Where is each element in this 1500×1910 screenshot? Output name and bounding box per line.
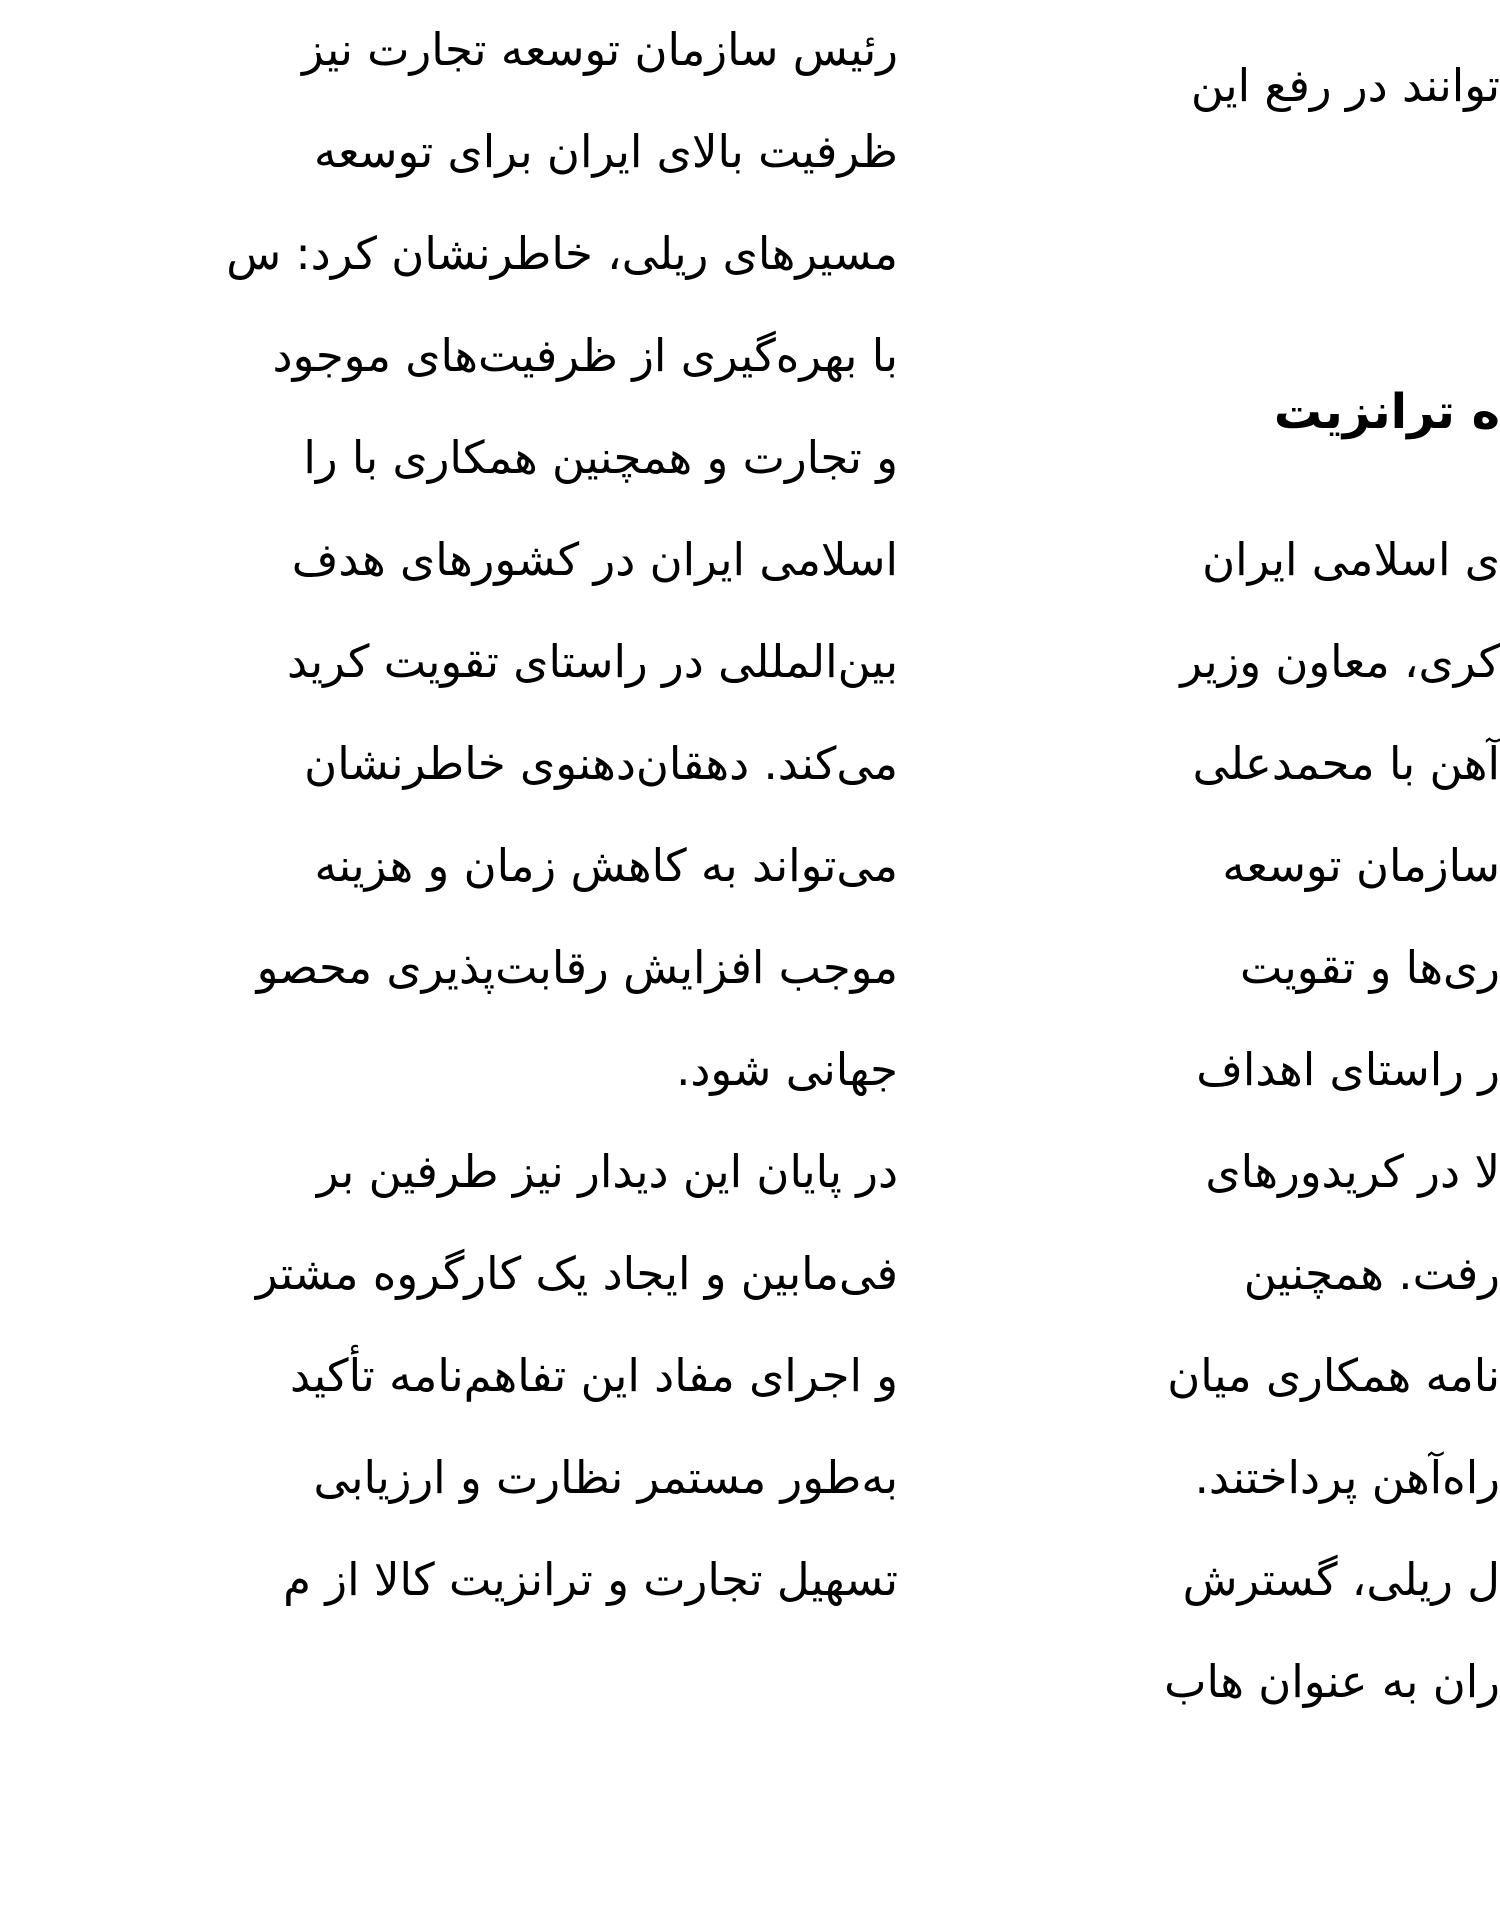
text-line: و تجارت و همچنین همکاری با را: [303, 431, 898, 484]
text-line: ری‌ها و تقویت: [1240, 941, 1500, 994]
text-line: مسیرهای ریلی، خاطرنشان کرد: س: [226, 227, 898, 280]
text-line: فی‌مابین و ایجاد یک کارگروه مشتر: [255, 1247, 898, 1300]
text-line: رفت. همچنین: [1243, 1247, 1500, 1300]
text-line: سازمان توسعه: [1222, 839, 1500, 892]
text-line: ی اسلامی ایران: [1202, 533, 1500, 586]
text-line: در پایان این دیدار نیز طرفین بر: [316, 1145, 898, 1198]
text-line: ل ریلی، گسترش: [1182, 1553, 1500, 1606]
text-line: ر راستای اهداف: [1196, 1043, 1500, 1096]
text-line: بین‌المللی در راستای تقویت کرید: [287, 635, 898, 688]
text-line: به‌طور مستمر نظارت و ارزیابی: [313, 1451, 898, 1504]
text-line: رئیس سازمان توسعه تجارت نیز: [301, 23, 898, 76]
text-line: می‌کند. دهقان‌دهنوی خاطرنشان: [304, 737, 898, 790]
text-line: ظرفیت بالای ایران برای توسعه: [313, 125, 898, 178]
text-line: می‌تواند به کاهش زمان و هزینه: [314, 839, 898, 892]
text-line: و اجرای مفاد این تفاهم‌نامه تأکید: [289, 1349, 898, 1402]
section-heading: ه ترانزیت: [1273, 384, 1500, 440]
text-line: موجب افزایش رقابت‌پذیری محصو: [256, 941, 898, 994]
text-line: راه‌آهن پرداختند.: [1194, 1451, 1500, 1504]
text-line: جهانی شود.: [676, 1043, 898, 1096]
text-line: با بهره‌گیری از ظرفیت‌های موجود: [272, 329, 898, 382]
text-line: آهن با محمدعلی: [1192, 737, 1500, 790]
text-line: نامه همکاری میان: [1167, 1349, 1500, 1402]
text-line: توانند در رفع این: [1190, 59, 1500, 112]
text-line: کری، معاون وزیر: [1180, 635, 1500, 688]
text-line: ران به عنوان هاب: [1164, 1655, 1500, 1708]
article-column-right: [1038, 0, 1500, 1910]
text-line: لا در کریدورهای: [1205, 1145, 1500, 1198]
text-line: تسهیل تجارت و ترانزیت کالا از م: [283, 1553, 898, 1606]
text-line: اسلامی ایران در کشورهای هدف: [291, 533, 898, 586]
